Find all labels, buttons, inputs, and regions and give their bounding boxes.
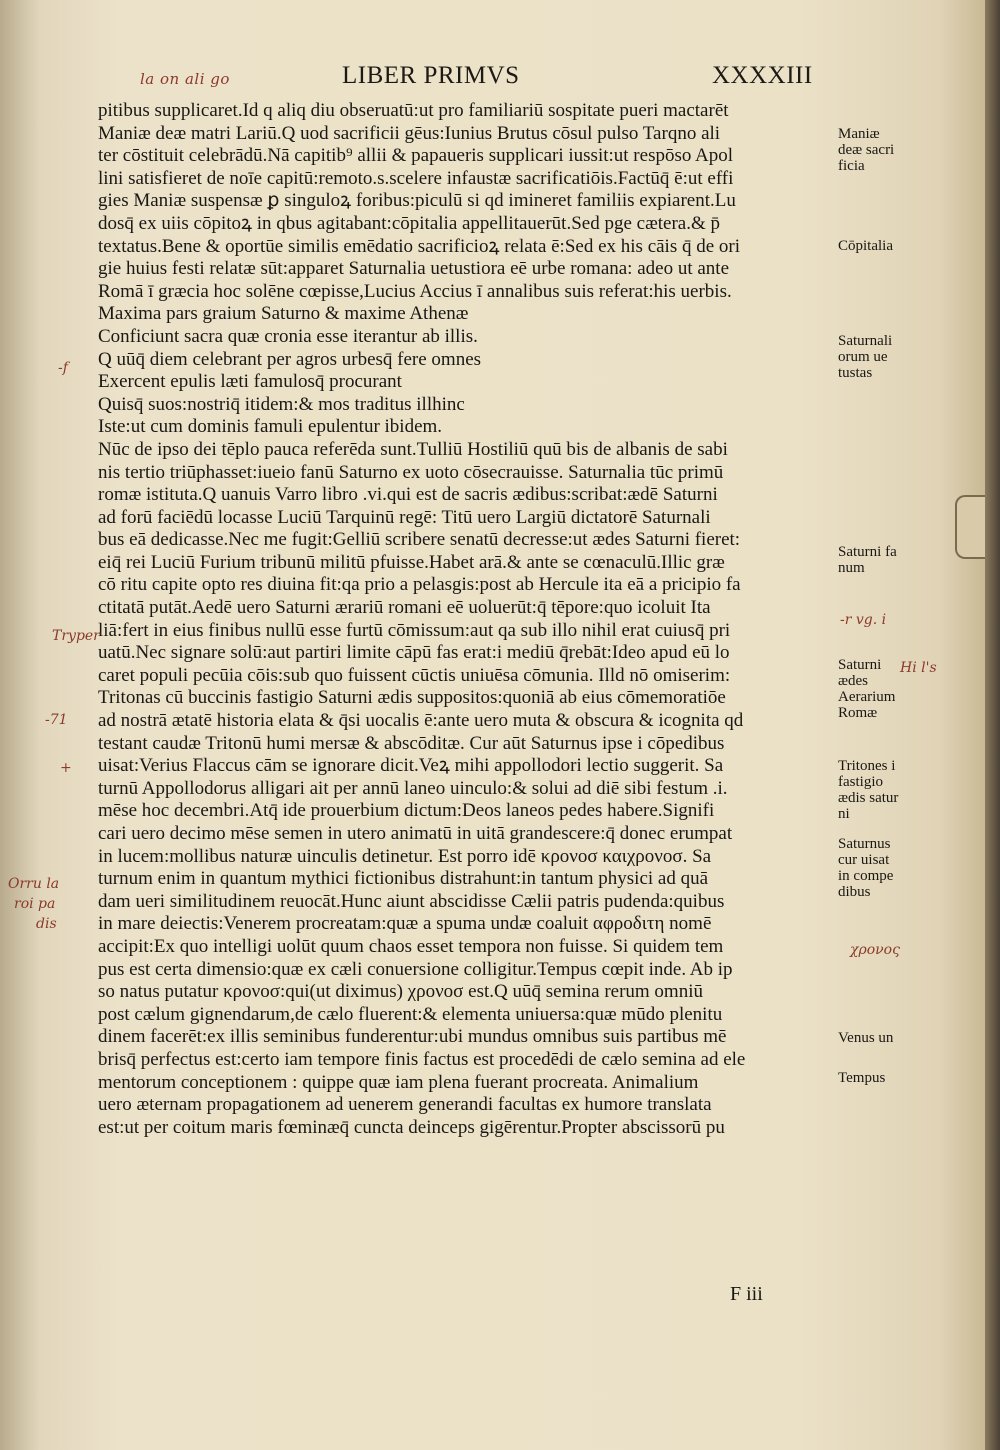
sidenote-venus — [838, 1030, 963, 1046]
text-line: ad nostrā ætatē historia elata & q̄si uocalis ē:ante uero muta & obscura & icognita qd — [98, 710, 744, 732]
sidenote-line: Saturni — [838, 657, 882, 673]
text-line: Romā ī græcia hoc solēne cœpisse,Lucius Accius ī annalibus suis referat:his uerbis. — [98, 280, 732, 302]
text-line: dam ueri similitudinem reuocāt.Hunc aiunt abscidisse Cælii patris pudenda:quibus — [98, 890, 725, 912]
text-line: Tritonas cū buccinis fastigio Saturni ædis suppositos:quoniā ab eius cōmemoratiōe — [98, 687, 726, 709]
margin-sidenotes — [838, 0, 968, 1450]
text-line: uatū.Nec signare solū:aut partiri limite cāpū fas erat:i mediū q̄rebāt:Ideo apud eū lo — [98, 642, 730, 664]
text-line: gies Maniæ suspensæ ꝑ singuloꝝ foribus:piculū si qd imineret familiis expiarent.Lu — [98, 190, 736, 212]
text-line: liā:fert in eius finibus nullū esse furtū cōmissum:aut qa sub illo nihil erat cuiusq̄ pri — [98, 619, 731, 641]
marginalia-note: Tryper — [52, 628, 100, 644]
text-line: est:ut per coitum maris fœminæq̄ cuncta deinceps gigērentur.Propter abscissorū pu — [98, 1116, 725, 1138]
sidenote-maniae — [838, 126, 963, 174]
marginalia-note: dis — [36, 916, 57, 932]
sidenote-line: Saturnus — [838, 836, 891, 852]
text-line: caret populi pecūia cōis:sub quo fuissent cūctis uniuēsa cōmunia. Illd nō omiserim: — [98, 664, 731, 686]
sidenote-line: Maniæ — [838, 126, 880, 142]
sidenote-line: fastigio — [838, 774, 883, 790]
sidenote-line: Saturni fa — [838, 544, 897, 560]
text-line: mēse hoc decembri.Atq̄ ide prouerbium dictum:Deos laneos pedes habere.Signifi — [98, 800, 715, 822]
sidenote-saturnus-compedibus — [838, 836, 963, 900]
text-line: textatus.Bene & oportūe similis emēdatio sacrificioꝝ relata ē:Sed ex his cāis q̄ de ori — [98, 235, 741, 257]
sidenote-line: ædes — [838, 673, 868, 689]
sidenote-line: cur uisat — [838, 852, 890, 868]
sidenote-line: ni — [838, 806, 850, 822]
marginalia-mark: -f — [58, 360, 68, 376]
marginalia-note: Orru la — [8, 876, 60, 892]
text-line: bus eā dedicasse.Nec me fugit:Gelliū scribere senatū decresse:ut ædes Saturni fieret: — [98, 529, 741, 551]
text-line: mentorum conceptionem : quippe quæ iam plena fuerant procreata. Animalium — [98, 1071, 699, 1093]
sidenote-line: num — [838, 560, 865, 576]
text-line: Nūc de ipso dei tēplo pauca referēda sunt.Tulliū Hostiliū quū bis de albanis de sabi — [98, 438, 728, 460]
text-line: romæ istituta.Q uanuis Varro libro .vi.qui est de sacris ædibus:scribat:ædē Saturni — [98, 484, 718, 506]
text-line: post cælum gignendarum,de cælo fluerent:& elementa uniuersa:quæ mūdo plenitu — [98, 1003, 723, 1025]
marginalia-mark: -71 — [45, 712, 68, 728]
sidenote-line: in compe — [838, 868, 894, 884]
clasp-tab — [955, 495, 987, 559]
text-line: ad forū faciēdū locasse Luciū Tarquinū regē: Titū uero Largiū dictatorē Saturnali — [98, 506, 711, 528]
verse-line: Conficiunt sacra quæ cronia esse iterantur ab illis. — [98, 325, 478, 347]
text-line: turnum enim in quantum mythici fictionibus distrahunt:in tantum physici ad quā — [98, 868, 709, 890]
text-line: gie huius festi relatæ sūt:apparet Saturnalia uetustiora eē urbe romana: adeo ut ante — [98, 258, 729, 280]
sidenote-line: Romæ — [838, 705, 878, 721]
text-line: dosq̄ ex uiis cōpitoꝝ in qbus agitabant:cōpitalia appellitauerūt.Sed pge cætera.& p̄ — [98, 212, 720, 234]
sidenote-line: Venus un — [838, 1030, 894, 1046]
text-line: in mare deiectis:Venerem procreatam:quæ a spuma undæ coaluit αφροδιτη nomē — [98, 913, 712, 935]
sidenote-saturnalia — [838, 333, 963, 381]
text-line: ctitatā putāt.Aedē uero Saturni ærariū romani eē uoluerūt:q̄ tēpore:quo icoluit Ita — [98, 597, 711, 619]
marginalia-note: roi pa — [14, 896, 56, 912]
sidenote-line: Aerarium — [838, 689, 896, 705]
text-line: cō ritu capite opto res diuina fit:qa prio a pelasgis:post ab Hercule ita eā a pricipio fa — [98, 574, 741, 596]
verse-line: Exercent epulis læti famulosq̄ procurant — [98, 371, 402, 393]
sidenote-tritones — [838, 758, 963, 822]
sidenote-line: dibus — [838, 884, 871, 900]
marginalia-note: Hi l's — [900, 660, 937, 676]
text-line: uero æternam propagationem ad uenerem generandi facultas ex humore translata — [98, 1094, 712, 1116]
text-line: pus est certa dimensio:quæ ex cæli conuersione colligitur.Tempus cœpit inde. Ab ip — [98, 958, 733, 980]
text-line: so natus putatur κρονοσ:qui(ut diximus) χρονοσ est.Q uūq̄ semina rerum omniū — [98, 981, 703, 1003]
main-text-block — [98, 100, 838, 1139]
text-line: brisq̄ perfectus est:certo iam tempore finis factus est procedēdi de cælo semina ad ele — [98, 1048, 746, 1070]
signature-mark: F iii — [730, 1283, 763, 1305]
sidenote-line: Cōpitalia — [838, 238, 893, 254]
marginalia-mark: + — [60, 760, 72, 776]
sidenote-line: Saturnali — [838, 333, 893, 349]
text-line: lini satisfieret de noīe capitū:remoto.s.scelere infaustæ sacrificatiōis.Factūq̄ ē:ut effi — [98, 167, 734, 189]
marginalia-note: -r vg. i — [840, 612, 887, 628]
verse-line: Maxima pars graium Saturno & maxime Athenæ — [98, 303, 469, 325]
text-line: turnū Appollodorus alligari ait per annū laneo uinculo:& solui ad diē sibi festum .i. — [98, 777, 728, 799]
text-line: testant caudæ Tritonū humi mersæ & abscōditæ. Cur aūt Saturnus ipse i cōpedibus — [98, 732, 725, 754]
sidenote-line: tustas — [838, 365, 873, 381]
marginalia-note: χρονος — [850, 942, 900, 958]
text-line: ter cōstituit celebrādū.Nā capitib⁹ allii & papaueris supplicari iussit:ut respōso Apol — [98, 145, 734, 167]
sidenote-line: ficia — [838, 158, 865, 174]
sidenote-saturni-fanum — [838, 544, 963, 576]
sidenote-line: orum ue — [838, 349, 888, 365]
text-line: cari uero decimo mēse semen in utero animatū in uitā grandescere:q̄ donec erumpat — [98, 823, 733, 844]
running-head-title: LIBER PRIMVS — [342, 62, 520, 89]
text-line: nis tertio triūphasset:iueio fanū Saturno ex uoto cōsecrauisse. Saturnalia tūc primū — [98, 461, 724, 483]
text-line: pitibus supplicaret.Id q aliq diu obseruatū:ut pro familiariū sospitate pueri mactarēt — [98, 100, 729, 121]
verse-line: Iste:ut cum dominis famuli epulentur ibidem. — [98, 416, 443, 438]
sidenote-line: Tritones i — [838, 758, 896, 774]
sidenote-line: ædis satur — [838, 790, 899, 806]
text-line: dinem facerēt:ex illis seminibus funderentur:ubi mundus omnibus suis partibus mē — [98, 1026, 727, 1048]
running-head-handwritten-note: la on ali go — [140, 70, 230, 88]
text-line: Maniæ deæ matri Lariū.Q uod sacrificii gēus:Iunius Brutus cōsul pulso Tarqno ali — [98, 122, 721, 144]
verse-line: Q uūq̄ diem celebrant per agros urbesq̄ fere omnes — [98, 348, 482, 370]
text-line: uisat:Verius Flaccus cām se ignorare dicit.Veꝝ mihi appollodori lectio suggerit. Sa — [98, 755, 724, 777]
text-line: in lucem:mollibus naturæ uinculis detinetur. Est porro idē κρονοσ καιχρονοσ. Sa — [98, 845, 712, 867]
verse-line: Quisq̄ suos:nostriq̄ itidem:& mos traditus illhinc — [98, 393, 465, 415]
page-edge — [985, 0, 1000, 1450]
sidenote-line: deæ sacri — [838, 142, 895, 158]
sidenote-compitalia — [838, 238, 963, 254]
sidenote-tempus — [838, 1070, 963, 1086]
folio-number: XXXXIII — [712, 62, 813, 89]
text-line: accipit:Ex quo intelligi uolūt quum chaos esset tempora non fuisse. Si quidem tem — [98, 935, 724, 957]
sidenote-line: Tempus — [838, 1070, 886, 1086]
text-line: eiq̄ rei Luciū Furium tribunū militū pfuisse.Habet arā.& ante se cœnaculū.Illic græ — [98, 551, 725, 573]
